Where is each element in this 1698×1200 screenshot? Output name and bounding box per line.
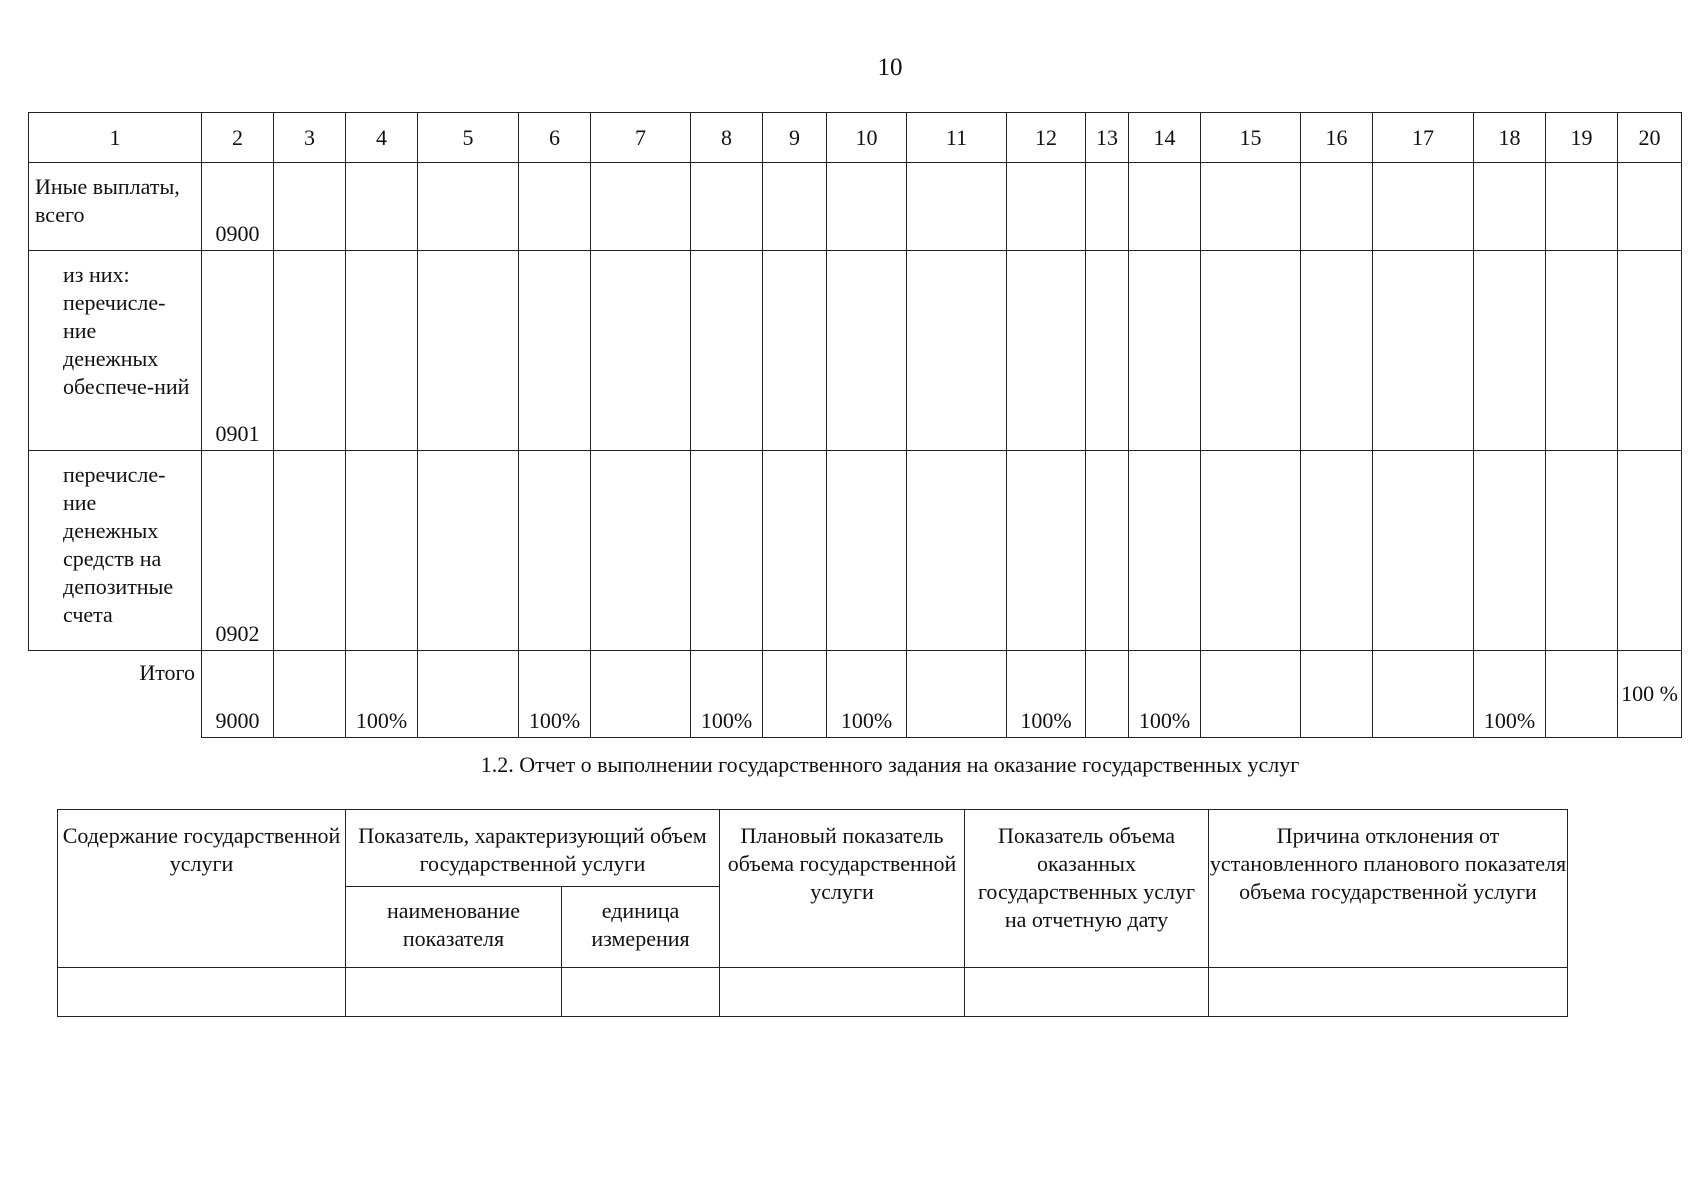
data-cell	[1546, 451, 1618, 651]
data-cell	[1373, 251, 1474, 451]
table-row	[29, 451, 1682, 651]
data-cell	[519, 163, 591, 251]
header-indicator: Показатель, характеризующий объем государственной услуги	[346, 810, 720, 887]
data-cell	[562, 968, 720, 1017]
column-number: 12	[1007, 113, 1086, 163]
total-row	[29, 651, 1682, 738]
row-code: 0902	[202, 451, 274, 651]
column-number: 3	[274, 113, 346, 163]
data-cell	[1301, 163, 1373, 251]
row-label: из них: перечисле-ние денежных обеспече-ний	[29, 251, 202, 451]
data-cell	[274, 451, 346, 651]
data-cell	[907, 163, 1007, 251]
data-cell	[965, 968, 1209, 1017]
data-cell	[1086, 651, 1129, 738]
data-cell	[591, 251, 691, 451]
data-cell	[1007, 163, 1086, 251]
data-cell	[1546, 163, 1618, 251]
header-planned: Плановый показатель объема государственной услуги	[720, 810, 965, 968]
data-cell	[763, 651, 827, 738]
column-number: 20	[1618, 113, 1682, 163]
data-cell	[1129, 251, 1201, 451]
data-cell	[1086, 163, 1129, 251]
header-content: Содержание государственной услуги	[58, 810, 346, 968]
data-cell	[418, 251, 519, 451]
data-cell	[1373, 651, 1474, 738]
data-cell	[1129, 163, 1201, 251]
data-cell	[1129, 451, 1201, 651]
data-cell	[827, 163, 907, 251]
column-number: 14	[1129, 113, 1201, 163]
column-number: 9	[763, 113, 827, 163]
data-cell	[691, 451, 763, 651]
data-cell	[691, 251, 763, 451]
data-cell	[1007, 451, 1086, 651]
column-number: 15	[1201, 113, 1301, 163]
column-number: 19	[1546, 113, 1618, 163]
header-reason: Причина отклонения от установленного планового показателя объема государственной услуги	[1209, 810, 1568, 968]
column-number: 6	[519, 113, 591, 163]
column-number: 11	[907, 113, 1007, 163]
data-cell	[519, 451, 591, 651]
data-cell	[346, 451, 418, 651]
data-cell	[591, 163, 691, 251]
data-cell	[1086, 251, 1129, 451]
header-indicator-name: наименование показателя	[346, 887, 562, 968]
data-cell	[1086, 451, 1129, 651]
data-cell	[763, 163, 827, 251]
data-cell	[591, 451, 691, 651]
data-cell	[274, 251, 346, 451]
main-table	[28, 112, 1682, 738]
data-cell	[691, 163, 763, 251]
column-number: 5	[418, 113, 519, 163]
column-number: 17	[1373, 113, 1474, 163]
total-label: Итого	[29, 651, 202, 738]
data-cell	[1201, 251, 1301, 451]
data-cell	[1618, 451, 1682, 651]
row-label: Иные выплаты, всего	[29, 163, 202, 251]
column-number: 10	[827, 113, 907, 163]
column-number: 13	[1086, 113, 1129, 163]
data-cell	[763, 451, 827, 651]
data-cell	[1201, 451, 1301, 651]
data-cell	[1007, 251, 1086, 451]
total-percent: 100%	[691, 651, 763, 738]
data-cell	[907, 651, 1007, 738]
data-cell	[1618, 163, 1682, 251]
total-percent: 100%	[1007, 651, 1086, 738]
section-title: 1.2. Отчет о выполнении государственного задания на оказание государственных услуг	[480, 752, 1300, 777]
data-cell	[346, 163, 418, 251]
data-cell	[1474, 163, 1546, 251]
data-cell	[1373, 451, 1474, 651]
column-number: 7	[591, 113, 691, 163]
column-number: 4	[346, 113, 418, 163]
column-number-row	[29, 113, 1682, 163]
data-cell	[519, 251, 591, 451]
total-percent: 100%	[1129, 651, 1201, 738]
column-number: 18	[1474, 113, 1546, 163]
data-cell	[1201, 163, 1301, 251]
data-cell	[591, 651, 691, 738]
row-code: 0900	[202, 163, 274, 251]
column-number: 16	[1301, 113, 1373, 163]
header-indicator-unit: единица измерения	[562, 887, 720, 968]
data-cell	[418, 163, 519, 251]
data-cell	[827, 451, 907, 651]
data-cell	[720, 968, 965, 1017]
total-percent: 100%	[1474, 651, 1546, 738]
data-cell	[1474, 451, 1546, 651]
total-percent: 100%	[827, 651, 907, 738]
total-percent: 100 %	[1618, 651, 1682, 738]
total-percent: 100%	[346, 651, 418, 738]
data-cell	[763, 251, 827, 451]
table-row	[58, 968, 1568, 1017]
column-number: 2	[202, 113, 274, 163]
data-cell	[1618, 251, 1682, 451]
row-label: перечисле-ние денежных средств на депозитные счета	[29, 451, 202, 651]
table-row	[29, 163, 1682, 251]
data-cell	[1201, 651, 1301, 738]
row-code: 0901	[202, 251, 274, 451]
column-number: 1	[29, 113, 202, 163]
data-cell	[274, 163, 346, 251]
data-cell	[58, 968, 346, 1017]
report-table	[57, 809, 1568, 1017]
total-code: 9000	[202, 651, 274, 738]
data-cell	[1546, 651, 1618, 738]
table-row	[29, 251, 1682, 451]
data-cell	[346, 251, 418, 451]
header-row	[58, 810, 1568, 887]
data-cell	[1546, 251, 1618, 451]
data-cell	[418, 451, 519, 651]
data-cell	[1474, 251, 1546, 451]
column-number: 8	[691, 113, 763, 163]
data-cell	[418, 651, 519, 738]
data-cell	[1209, 968, 1568, 1017]
data-cell	[346, 968, 562, 1017]
data-cell	[1301, 251, 1373, 451]
data-cell	[274, 651, 346, 738]
total-percent: 100%	[519, 651, 591, 738]
header-actual: Показатель объема оказанных государственных услуг на отчетную дату	[965, 810, 1209, 968]
data-cell	[907, 251, 1007, 451]
data-cell	[1373, 163, 1474, 251]
page-number: 10	[877, 54, 903, 81]
data-cell	[1301, 651, 1373, 738]
data-cell	[827, 251, 907, 451]
data-cell	[907, 451, 1007, 651]
data-cell	[1301, 451, 1373, 651]
